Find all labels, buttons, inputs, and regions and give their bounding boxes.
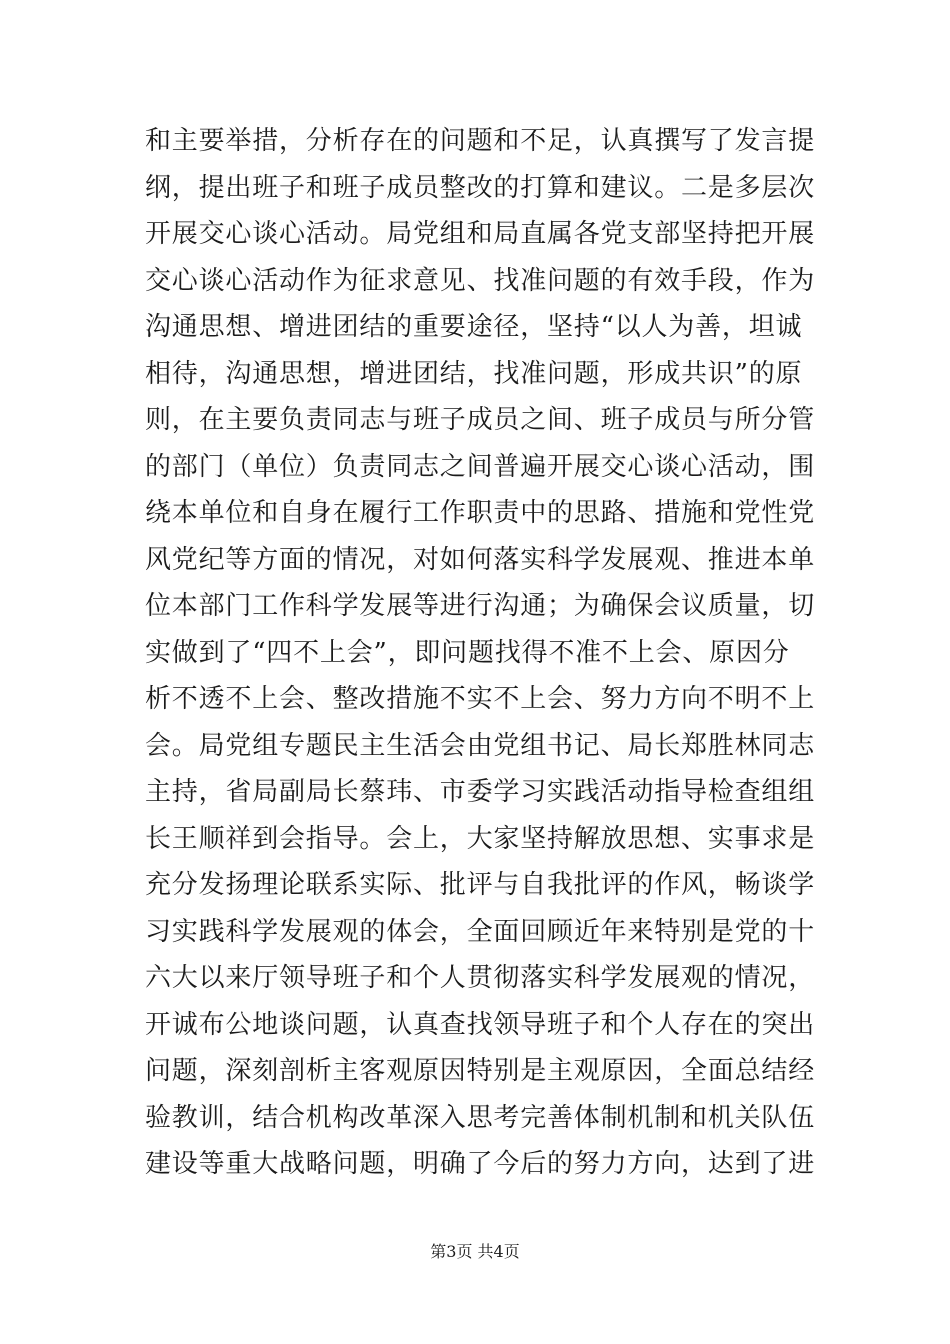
text-line: 的部门（单位）负责同志之间普遍开展交心谈心活动，围 bbox=[145, 451, 816, 482]
text-line: 长王顺祥到会指导。会上，大家坚持解放思想、实事求是 bbox=[145, 823, 816, 854]
text-line: 沟通思想、增进团结的重要途径，坚持“以人为善，坦诚 bbox=[145, 312, 803, 342]
text-line: 开诚布公地谈问题，认真查找领导班子和个人存在的突出 bbox=[145, 1009, 816, 1040]
text-line: 相待，沟通思想，增进团结，找准问题，形成共识”的原 bbox=[145, 358, 803, 389]
text-line: 会。局党组专题民主生活会由党组书记、局长郑胜林同志 bbox=[145, 730, 816, 761]
text-line: 则，在主要负责同志与班子成员之间、班子成员与所分管 bbox=[145, 405, 816, 435]
page-footer bbox=[0, 1240, 950, 1264]
text-line: 充分发扬理论联系实际、批评与自我批评的作风，畅谈学 bbox=[145, 870, 816, 900]
page-number-label: 第3页 共4页 bbox=[430, 1242, 520, 1261]
text-line: 主持，省局副局长蔡玮、市委学习实践活动指导检查组组 bbox=[145, 777, 816, 807]
text-line: 析不透不上会、整改措施不实不上会、努力方向不明不上 bbox=[145, 684, 816, 714]
text-line: 问题，深刻剖析主客观原因特别是主观原因，全面总结经 bbox=[145, 1056, 816, 1086]
text-line: 交心谈心活动作为征求意见、找准问题的有效手段，作为 bbox=[145, 265, 816, 296]
text-line: 验教训，结合机构改革深入思考完善体制机制和机关队伍 bbox=[145, 1102, 816, 1133]
text-line: 开展交心谈心活动。局党组和局直属各党支部坚持把开展 bbox=[145, 219, 816, 249]
text-line: 风党纪等方面的情况，对如何落实科学发展观、推进本单 bbox=[145, 544, 816, 575]
text-line: 实做到了“四不上会”，即问题找得不准不上会、原因分 bbox=[145, 637, 790, 668]
text-line: 纲，提出班子和班子成员整改的打算和建议。二是多层次 bbox=[145, 172, 816, 203]
text-line: 建设等重大战略问题，明确了今后的努力方向，达到了进 bbox=[145, 1149, 816, 1179]
text-line: 六大以来厅领导班子和个人贯彻落实科学发展观的情况， bbox=[145, 963, 816, 993]
body-text bbox=[145, 118, 815, 1188]
text-line: 绕本单位和自身在履行工作职责中的思路、措施和党性党 bbox=[145, 498, 816, 528]
text-line: 位本部门工作科学发展等进行沟通；为确保会议质量，切 bbox=[145, 591, 816, 621]
text-line: 习实践科学发展观的体会，全面回顾近年来特别是党的十 bbox=[145, 916, 816, 947]
text-line: 和主要举措，分析存在的问题和不足，认真撰写了发言提 bbox=[145, 126, 816, 156]
